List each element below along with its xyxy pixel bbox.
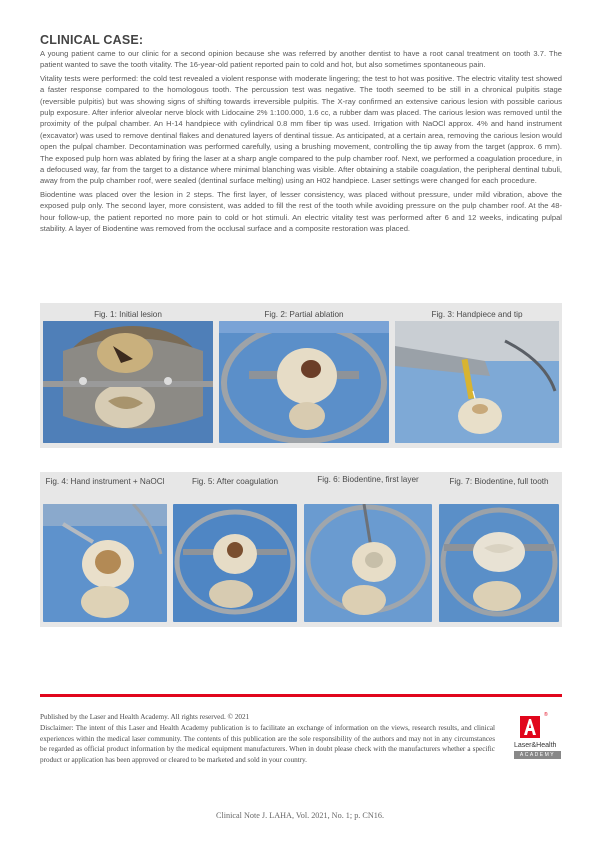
figure-row-1 (40, 303, 562, 448)
figure-1-photo (43, 321, 213, 443)
figure-caption: Fig. 6: Biodentine, first layer (317, 475, 419, 484)
disclaimer: Disclaimer: The intent of this Laser and Health Academy publication is to facilitate an exchange of information on the views, research results, and clinical experiences within the medical laser community. The contents of this publication are the sole responsibility of the authors and may not in any circumstances be regarded as official product information by the medical equipment manufacturers. When in doubt please check with the manufacturers whether a specific product or application has been approved or cleared to be marketed and sold in your country. (40, 723, 495, 765)
figure-1 (40, 303, 216, 448)
paragraph-procedure: Vitality tests were performed: the cold test revealed a violent response with moderate lingering; the test to hot was positive. The electric vitality test showed a faster response compared to the homologous tooth. The percussion test was negative. The tooth seemed to be still in a chronical pulpitis stage (reversible pulpitis) but was showing signs of shifting towards irreversible pulpitis. The X-ray confirmed an extensive carious lesion with possible carious pulp exposure. After inferior alveolar nerve block with Lidocaine 2% 1:100.000, 1.6 cc, a rubber dam was placed. The carious lesion was removed until the proximity of the pulpal chamber. An H-14 handpiece with cylindrical 0.8 mm fiber tip was used. Irrigation with NaOCl approx. 4% and hand instrument (excavator) was used to remove dentinal flakes and denatured layers of dentinal tissue. As anticipated, at a certain area, removing the carious lesion would open the pulpal chamber. Decontamination was performed carefully, using a brushing movement, controlling the tip away from the target (approx. 6 mm). The exposed pulp horn was ablated by firing the laser at a sharp angle compared to the pulp chamber roof. Next, we performed a coagulation procedure, in a defocused way, far from the target to a distance where minimal blanching was visible. After obtaining a stabile coagulation, the peripheral dentinal tubuli, away from the pulp chamber roof, were sealed (dentinal surface melting) using an H02 handpiece. Laser settings were changed for each procedure. (40, 73, 562, 186)
figure-3 (392, 303, 562, 448)
figure-caption: Fig. 7: Biodentine, full tooth (449, 477, 549, 486)
footer-divider (40, 694, 562, 697)
figure-5-photo (173, 504, 297, 622)
published-notice: Published by the Laser and Health Academy. All rights reserved. © 2021 (40, 713, 250, 721)
figure-4 (40, 472, 170, 627)
laser-health-academy-logo (514, 712, 562, 768)
laser-health-logo-icon (520, 716, 540, 738)
figure-caption: Fig. 5: After coagulation (191, 477, 279, 486)
figure-4-photo (43, 504, 167, 622)
logo-academy-text: ACADEMY (514, 751, 561, 759)
journal-citation: Clinical Note J. LAHA, Vol. 2021, No. 1; p. CN16. (216, 811, 384, 820)
case-description (40, 48, 562, 237)
paragraph-biodentine: Biodentine was placed over the lesion in 2 steps. The first layer, of lesser consistency, was placed without pressure, under mild vibration, above the exposed pulp only. The second layer, more consistent, was added to fill the rest of the tooth while avoiding pressure on the pulp chamber roof. At the 48-hour follow-up, the patient reported no more pain to cold or hot stimuli. An electric vitality test was performed after 6 and 12 weeks, indicating pulpal stability. A layer of Biodentine was removed from the occlusal surface and a composite restoration was placed. (40, 189, 562, 234)
figure-caption: Fig. 1: Initial lesion (94, 310, 162, 319)
footer (40, 712, 495, 766)
figure-6 (300, 472, 436, 627)
figure-6-photo (304, 504, 432, 622)
figure-row-2 (40, 472, 562, 627)
figure-5 (170, 472, 300, 627)
figure-caption: Fig. 2: Partial ablation (264, 310, 344, 319)
figure-2 (216, 303, 392, 448)
registered-mark: ® (544, 712, 548, 718)
figure-3-photo (395, 321, 559, 443)
figure-caption: Fig. 4: Hand instrument + NaOCl (45, 477, 165, 486)
figure-7 (436, 472, 562, 627)
figure-7-photo (439, 504, 559, 622)
figure-2-photo (219, 321, 389, 443)
logo-brand-text: Laser&Health (514, 742, 557, 749)
paragraph-intro: A young patient came to our clinic for a second opinion because she was referred by another dentist to have a root canal treatment on tooth 3.7. The patient wanted to save the tooth vitality. The 16-year-old patient reported pain to cold and hot, but also sometimes spontaneous pain. (40, 49, 562, 70)
figure-caption: Fig. 3: Handpiece and tip (431, 310, 523, 319)
page-title: CLINICAL CASE: (40, 33, 144, 47)
